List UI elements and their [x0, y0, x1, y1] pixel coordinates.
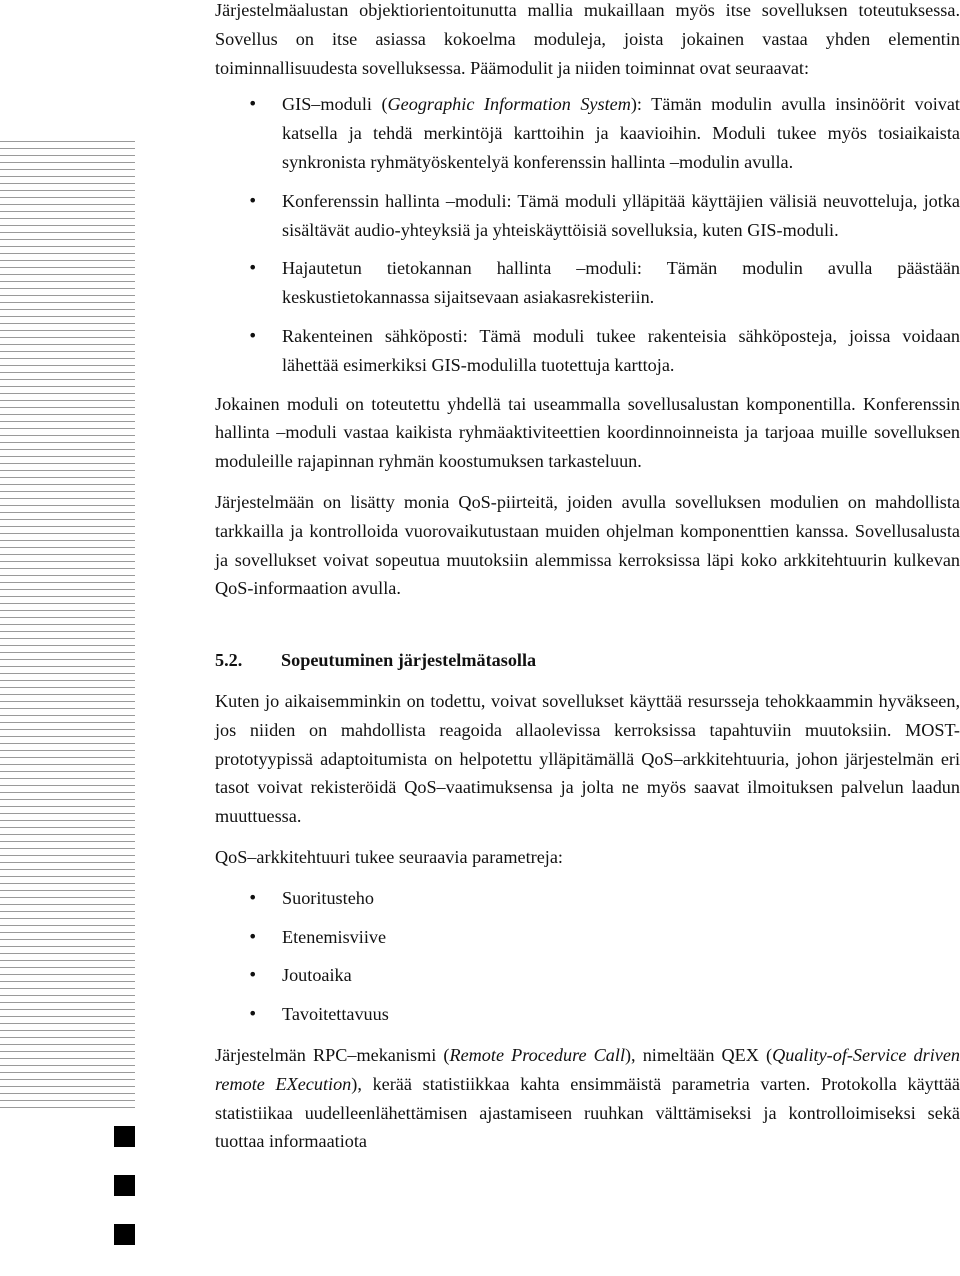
rpc-text: Järjestelmän RPC–mekanismi (: [215, 1044, 450, 1065]
margin-line-pattern: [0, 135, 135, 1110]
module-gis-name: GIS–moduli (: [282, 94, 388, 115]
list-item: • Joutoaika: [215, 961, 960, 990]
rpc-italic: Quality-of-Service driven remote EXecution: [215, 1044, 960, 1094]
margin-squares: [114, 1126, 136, 1273]
parameter-list: [215, 884, 960, 1029]
list-item: [215, 90, 960, 176]
margin-square-marker: [114, 1126, 135, 1147]
module-gis-italic: Geographic Information System: [387, 94, 631, 115]
section-heading: [215, 646, 960, 675]
rpc-text: ), kerää statistiikkaa kahta ensimmäistä parametria varten. Protokolla käyttää statistiikaa uudelleenlähettämisen ajastamiseen ruuhkan välttämiseksi ja kontrolloimiseksi sekä tuottaa informaatiota: [215, 1073, 960, 1152]
page-content: [215, 0, 960, 1156]
margin-square-marker: [114, 1175, 135, 1196]
module-gis-desc: ): Tämän modulin avulla insinöörit voivat katsella ja tehdä merkintöjä karttoihin ja kaavioihin. Moduli tukee myös tosiaikaista synkronista ryhmätyöskentelyä konferenssin hallinta –modulin avulla.: [282, 94, 960, 172]
list-item: • Suoritusteho: [215, 884, 960, 913]
body-paragraph: Järjestelmään on lisätty monia QoS-piirteitä, joiden avulla sovelluksen modulien on mahdollista tarkkailla ja kontrolloida vuorovaikutustaan muiden ohjelman komponenttien kanssa. Sovellusalusta ja sovellukset voivat sopeutua muutoksiin alemmissa kerroksissa läpi koko arkkitehtuurin kulkevan QoS-informaation avulla.: [215, 491, 960, 599]
list-item: • Hajautetun tietokannan hallinta –moduli: Tämän modulin avulla päästään keskustietokannassa sijaitsevaan asiakasrekisteriin.: [215, 254, 960, 312]
rpc-italic: Remote Procedure Call: [449, 1044, 625, 1065]
body-paragraph: Jokainen moduli on toteutettu yhdellä tai useammalla sovellusalustan komponentilla. Konferenssin hallinta –moduli vastaa kaikista ryhmäaktiviteettien koordinnoinneista ja tarjoaa muille sovelluksen moduleille rajapinnan ryhmän koostumuksen tarkasteluun.: [215, 393, 960, 472]
intro-paragraph: Järjestelmäalustan objektiorientoitunutta mallia mukaillaan myös itse sovelluksen toteutuksessa. Sovellus on itse asiassa kokoelma moduleja, joista jokainen vastaa yhden elementin toiminnallisuudesta sovelluksessa. Päämodulit ja niiden toiminnat ovat seuraavat:: [215, 0, 960, 78]
section-number: 5.2.: [215, 650, 243, 671]
list-item: • Konferenssin hallinta –moduli: Tämä moduli ylläpitää käyttäjien välisiä neuvotteluja, jotka sisältävät audio-yhteyksiä ja yhteiskäyttöisiä sovelluksia, kuten GIS-moduli.: [215, 187, 960, 245]
section-title: Sopeutuminen järjestelmätasolla: [281, 650, 537, 671]
list-item: • Rakenteinen sähköposti: Tämä moduli tukee rakenteisia sähköposteja, joissa voidaan lähettää esimerkiksi GIS-modulilla tuotettuja karttoja.: [215, 322, 960, 380]
margin-square-marker: [114, 1224, 135, 1245]
rpc-text: ), nimeltään QEX (: [625, 1044, 773, 1065]
module-list: [215, 90, 960, 379]
list-item: • Tavoitettavuus: [215, 1000, 960, 1029]
body-paragraph: QoS–arkkitehtuuri tukee seuraavia parametreja:: [215, 846, 563, 867]
body-paragraph: Kuten jo aikaisemminkin on todettu, voivat sovellukset käyttää resursseja tehokkaammin hyväkseen, jos niiden on mahdollista reagoida allaolevissa kerroksissa tapahtuviin muutoksiin. MOST-prototyypissä adaptoitumista on helpotettu ylläpitämällä QoS–arkkitehtuuria, johon järjestelmän eri tasot voivat rekisteröidä QoS–vaatimuksensa ja jolta ne myös saavat ilmoituksen palvelun laadun muuttuessa.: [215, 690, 960, 827]
list-item: • Etenemisviive: [215, 923, 960, 952]
rpc-paragraph: [215, 1041, 960, 1156]
